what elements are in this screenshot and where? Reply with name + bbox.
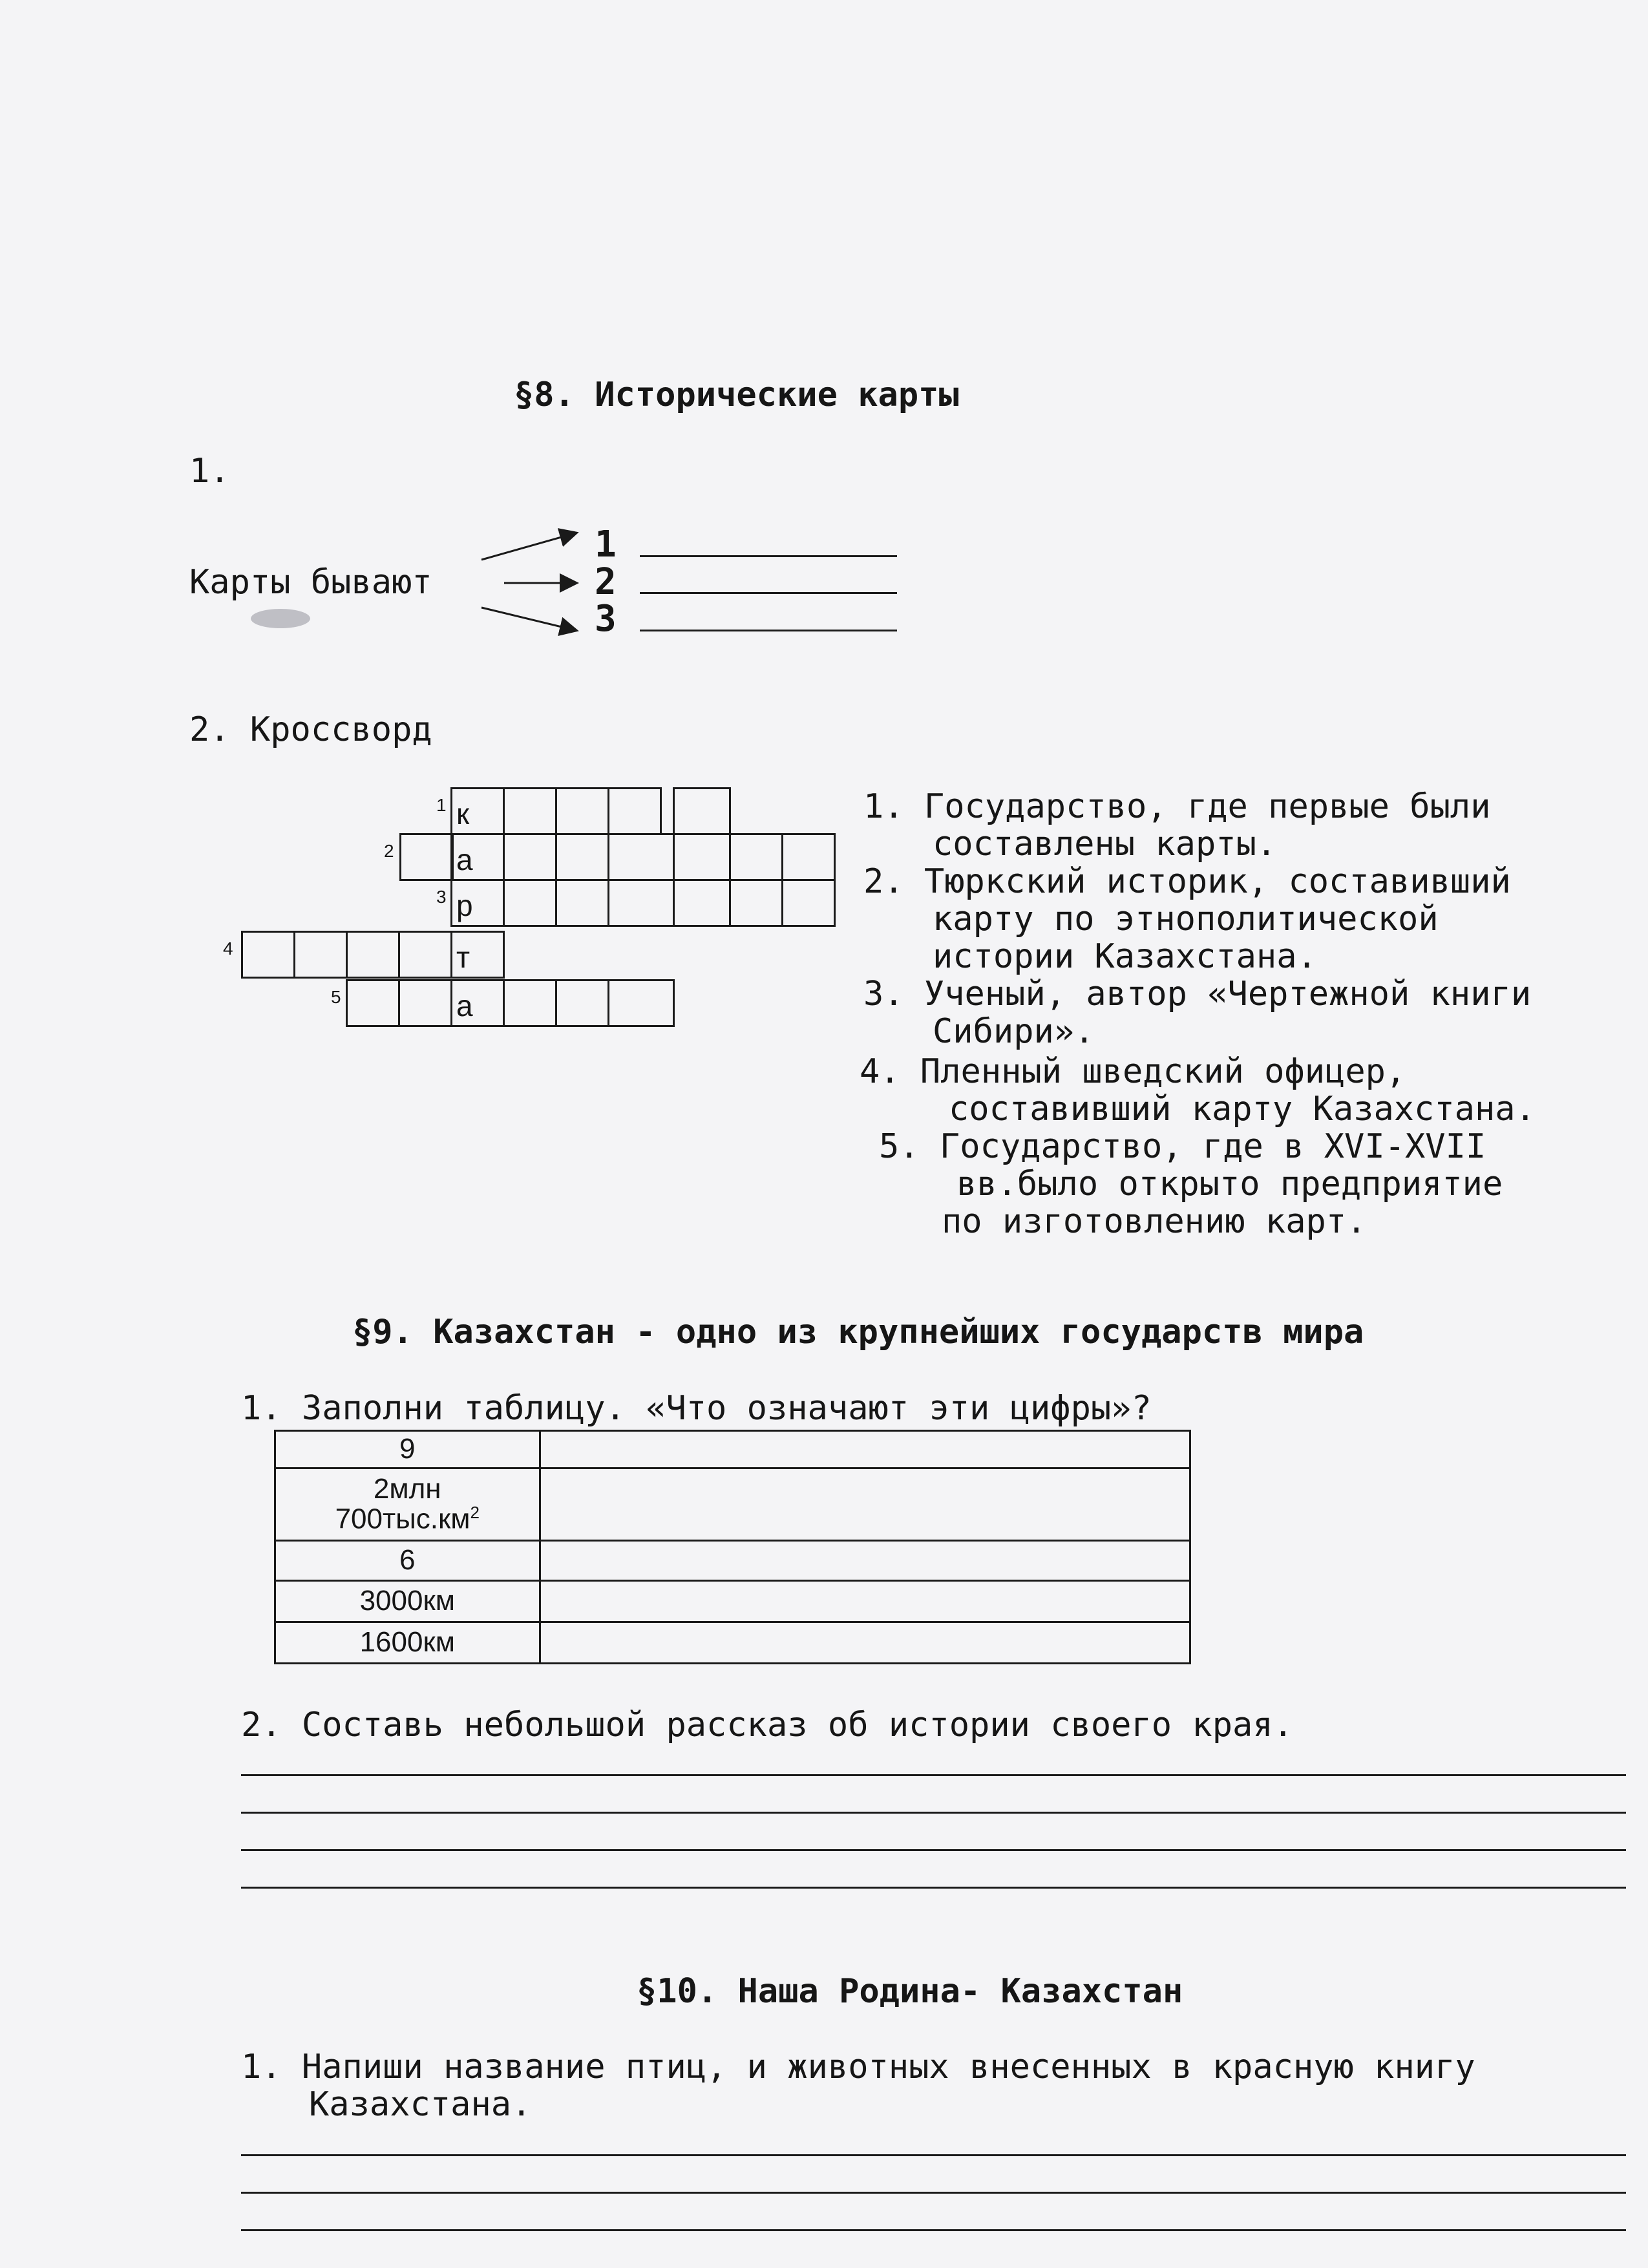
table-number-cell: 1600км: [275, 1622, 540, 1664]
clue-line: 3. Ученый, автор «Чертежной книги: [863, 975, 1532, 1013]
writing-line[interactable]: [241, 2192, 1626, 2194]
crossword-cell[interactable]: [503, 833, 557, 881]
clue-line: составивший карту Казахстана.: [949, 1090, 1536, 1129]
table-row: [275, 1431, 1190, 1468]
crossword-cell[interactable]: [555, 879, 609, 927]
arrows-diagram: [472, 517, 601, 646]
crossword-cell[interactable]: [503, 879, 557, 927]
arrow-1: [481, 533, 575, 560]
crossword-cell[interactable]: [555, 833, 609, 881]
crossword-cell[interactable]: [607, 979, 675, 1027]
writing-line[interactable]: [241, 2229, 1626, 2231]
crossword-cell[interactable]: [346, 931, 400, 979]
clue-line: Сибири».: [933, 1012, 1095, 1051]
clue-line: 2. Тюркский историк, составивший: [863, 862, 1511, 901]
table-row: [275, 1622, 1190, 1664]
clue-line: вв.было открыто предприятие: [956, 1165, 1503, 1203]
crossword-label: 2. Кроссворд: [189, 710, 432, 749]
arrow-3: [481, 608, 575, 630]
writing-line[interactable]: [241, 1887, 1626, 1889]
section10-task1-line1: 1. Напиши название птиц, и животных внесенных в красную книгу: [241, 2048, 1475, 2086]
crossword-cell[interactable]: [607, 833, 675, 881]
crossword-cell[interactable]: [399, 833, 454, 881]
crossword-number: 1: [436, 795, 447, 815]
table-answer-cell[interactable]: [540, 1581, 1190, 1622]
crossword-number: 5: [331, 987, 341, 1007]
crossword-cell[interactable]: [398, 979, 452, 1027]
clue-line: истории Казахстана.: [933, 937, 1317, 976]
crossword-letter: а: [456, 989, 473, 1023]
clue-line: составлены карты.: [933, 825, 1277, 864]
section10-title: §10. Наша Родина- Казахстан: [637, 1972, 1183, 2011]
section9-task1: 1. Заполни таблицу. «Что означают эти цифры»?: [241, 1389, 1152, 1428]
crossword-cell[interactable]: [781, 879, 836, 927]
section10-task1-line2: Казахстана.: [309, 2085, 532, 2124]
writing-line[interactable]: [241, 2154, 1626, 2156]
crossword-cell[interactable]: [729, 833, 783, 881]
table-number-cell: 3000км: [275, 1581, 540, 1622]
table-answer-cell[interactable]: [540, 1468, 1190, 1541]
table-answer-cell[interactable]: [540, 1622, 1190, 1664]
clue-line: 1. Государство, где первые были: [863, 787, 1491, 826]
table-number-cell: 9: [275, 1431, 540, 1468]
answer-line-2[interactable]: [640, 592, 897, 594]
crossword-cell[interactable]: [503, 787, 557, 835]
table-row: [275, 1468, 1190, 1541]
writing-line[interactable]: [241, 1849, 1626, 1851]
answer-line-3[interactable]: [640, 630, 897, 631]
crossword-number: 4: [223, 938, 233, 959]
clue-line: карту по этнополитической: [933, 900, 1439, 938]
branch-2-number: 2: [595, 561, 617, 603]
branch-1-number: 1: [595, 524, 617, 566]
table-number-cell: 6: [275, 1541, 540, 1581]
crossword-cell[interactable]: [607, 787, 662, 835]
clue-line: 5. Государство, где в XVI-XVII: [879, 1127, 1486, 1166]
maps-stem-label: Карты бывают: [189, 563, 432, 602]
crossword-cell[interactable]: [241, 931, 295, 979]
writing-line[interactable]: [241, 1812, 1626, 1814]
table-row: [275, 1581, 1190, 1622]
crossword-number: 2: [384, 841, 394, 861]
crossword-cell[interactable]: [607, 879, 675, 927]
table-answer-cell[interactable]: [540, 1431, 1190, 1468]
clue-line: 4. Пленный шведский офицер,: [860, 1052, 1406, 1091]
crossword-letter: р: [456, 889, 473, 922]
writing-line[interactable]: [241, 1774, 1626, 1776]
crossword-cell[interactable]: [398, 931, 452, 979]
section8-title: §8. Исторические карты: [514, 376, 959, 414]
crossword-number: 3: [436, 887, 447, 907]
crossword-cell[interactable]: [729, 879, 783, 927]
clue-line: по изготовлению карт.: [942, 1202, 1367, 1241]
crossword-cell[interactable]: [781, 833, 836, 881]
crossword-cell[interactable]: [293, 931, 348, 979]
crossword-letter: т: [456, 940, 470, 974]
crossword-cell[interactable]: [346, 979, 400, 1027]
answer-line-1[interactable]: [640, 555, 897, 557]
table-number-cell: 2млн $700тыс.км^2$: [275, 1468, 540, 1541]
crossword-letter: а: [456, 843, 473, 876]
table-row: [275, 1541, 1190, 1581]
crossword-cell[interactable]: [555, 787, 609, 835]
crossword-letter: к: [456, 797, 470, 831]
crossword-cell[interactable]: [673, 787, 731, 835]
branch-3-number: 3: [595, 598, 617, 640]
crossword-cell[interactable]: [673, 879, 731, 927]
crossword-cell[interactable]: [555, 979, 609, 1027]
section9-title: §9. Казахстан - одно из крупнейших государств мира: [352, 1313, 1364, 1351]
task1-number: 1.: [189, 452, 230, 491]
crossword-edge: [834, 833, 836, 881]
crossword-cell[interactable]: [673, 833, 731, 881]
crossword-cell[interactable]: [503, 979, 557, 1027]
pencil-smudge: [251, 609, 310, 628]
section9-task2: 2. Составь небольшой рассказ об истории своего края.: [241, 1706, 1293, 1744]
table-answer-cell[interactable]: [540, 1541, 1190, 1581]
numbers-table: [274, 1430, 1191, 1664]
